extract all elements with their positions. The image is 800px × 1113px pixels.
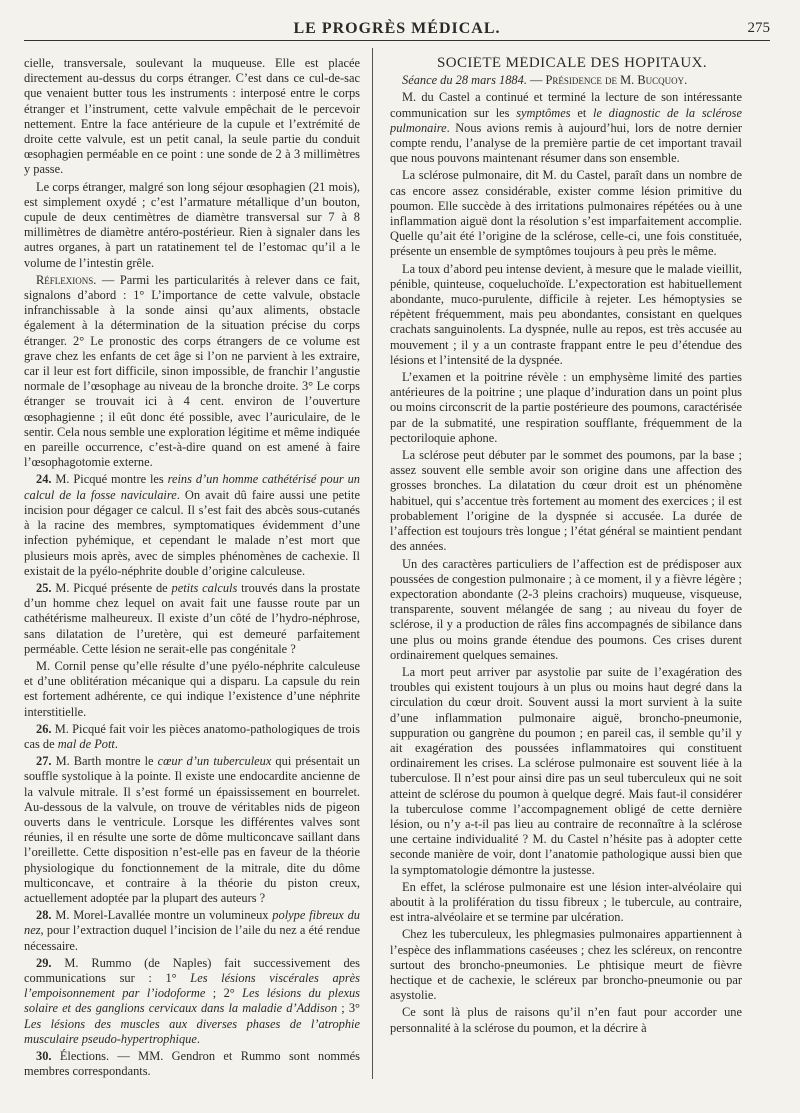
- paragraph: M. du Castel a continué et terminé la lecture de son intéressante communication sur les symptômes et le diagnostic de la sclérose pulmonaire. Nous avions remis à aujourd’hui, lors de notre dernier compte rendu, l’analyse de la première partie de cet important travail que nous pouvons maintenant résumer dans son ensemble.: [390, 90, 742, 166]
- paragraph: Un des caractères particuliers de l’affection est de prédisposer aux poussées de congestion pulmonaire ; à ce moment, il y a fièvre légère ; expectoration abondante (2-3 pleins crachoirs) muqueuse, visqueuse, transparente, souvent mélangée de sang ; au niveau du foyer de sclérose, il y a production de râles fins accompagnés de sibilance dans une plus ou moins grande étendue des poumons. Ces crises durent ordinairement quelques semaines.: [390, 556, 742, 662]
- item-30: 30. Élections. — MM. Gendron et Rummo sont nommés membres correspondants.: [24, 1049, 360, 1079]
- column-divider: [372, 48, 373, 1079]
- paragraph: M. Cornil pense qu’elle résulte d’une pyélo-néphrite calculeuse et d’une oblitération mécanique qui a disparu. La capsule du rein est fortement adhérente, ce qui indique l’existence d’une néphrite interstitielle.: [24, 658, 360, 719]
- item-26: 26. M. Picqué fait voir les pièces anatomo-pathologiques de trois cas de mal de Pott.: [24, 721, 360, 751]
- right-column: [390, 56, 742, 1079]
- paragraph: Réflexions. — Parmi les particularités à relever dans ce fait, signalons d’abord : 1° L’importance de cette valvule, obstacle infranchissable à la sonde ainsi qu’aux aliments, obstacle également à la détermination de la situation précise du corps étranger. 2° Le pronostic des corps étrangers de ce volume est grave chez les enfants de cet âge si l’on ne parvient à les extraire, car il leur est fort difficile, sinon impossible, de franchir l’angustie normale de l’œsophage au niveau de la bronche droite. 3° Le corps étranger se trouvait ici à 4 cent. environ de l’ouverture œsophagienne ; il eût donc été possible, avec l’auriculaire, de le sentir. Cela nous semble une exploration légitime et même indiquée en pareille occurrence, c’est-à-dire quand on est amené à faire l’œsophagotomie externe.: [24, 272, 360, 470]
- paragraph: Chez les tuberculeux, les phlegmasies pulmonaires appartiennent à l’espèce des inflammations caséeuses ; chez les scléreux, on rencontre surtout des broncho-pneumonies. Le phtisique meurt de fièvre hectique et de cachexie, le scléreux par broncho-pneumonie ou par asystolie.: [390, 927, 742, 1003]
- item-27: 27. M. Barth montre le cœur d’un tuberculeux qui présentait un souffle systolique à la pointe. Il existe une endocardite ancienne de la valvule mitrale. Il s’est formé un épaississement en bourrelet. Au-dessous de la valvule, on trouve de véritables nids de pigeon ouverts dans le ventricule. Lorsque les différentes valves sont réunies, il en résulte une sorte de dôme multiconcave saillant dans l’oreillette. Cette disposition n’est-elle pas en faveur de la théorie physiologique du fonctionnement de la mitrale, dite du dôme multiconcave, et contraire à la théorie du piston creux, actuellement adoptée par la plupart des auteurs ?: [24, 754, 360, 905]
- section-lead: Réflexions.: [36, 272, 97, 287]
- paragraph: La toux d’abord peu intense devient, à mesure que le malade vieillit, pénible, quinteuse, coqueluchoïde. L’expectoration est habituellement abondante, muco-purulente, difficile à rejeter. Les hémoptysies se répètent fréquemment, mais peu abondantes, consistant en quelques crachats sanguinolents. La dyspnée, nulle au repos, est très accusée au mouvement ; il y a un contraste frappant entre le peu d’étendue des lésions et l’intensité de la dyspnée.: [390, 261, 742, 367]
- page-header: [24, 18, 770, 41]
- journal-title: LE PROGRÈS MÉDICAL.: [293, 20, 501, 37]
- paragraph: La sclérose pulmonaire, dit M. du Castel, paraît dans un nombre de cas encore assez considérable, exister comme lésion primitive du poumon. Elle succède à des irritations pulmonaires répétées ou à une inflammation aiguë dont la résolution s’est imparfaitement accomplie. Quelle qu’ait été l’origine de la sclérose, celle-ci, une fois constituée, présente un ensemble de symptômes toujours à peu près le même.: [390, 168, 742, 259]
- paragraph: La mort peut arriver par asystolie par suite de l’exagération des troubles qui existent toujours à un plus ou moins haut degré dans la circulation du cœur droit. Souvent aussi la mort survient à la suite d’une inflammation pulmonaire aiguë, broncho-pneumonie, suppuration ou gangrène du poumon ; en pareil cas, il semble qu’il y ait exagération des poussées inflammatoires qui constituent ordinairement les crises. La sclérose pulmonaire est souvent liée à la tuberculose. Il n’est pour ainsi dire pas un seul tuberculeux qui ne soit atteint de sclérose du poumon à quelque degré. Mais faut-il considérer la tuberculose comme l’accompagnement obligé de cette dernière lésion, ou n’y a-t-il pas lieu au contraire de reconnaître à la sclérose une certaine individualité ? M. du Castel n’hésite pas à adopter cette seconde manière de voir, dont l’anatomie pathologique aussi bien que la symptomatologie démontre la justesse.: [390, 664, 742, 877]
- paragraph: cielle, transversale, soulevant la muqueuse. Elle est placée directement au-dessus du corps étranger. C’est dans ce cul-de-sac que venaient butter tous les instruments : interposé entre le corps étranger et l’instrument, cette valvule empêchait de le percevoir nettement. Entre la face antérieure de la cupule et l’extrémité de droite cette valvule, est un petit canal, la seule partie du conduit œsophagien perméable en ce point : une sonde de 2 à 3 millimètres y passe.: [24, 56, 360, 177]
- paragraph: L’examen et la poitrine révèle : un emphysème limité des parties antérieures de la poitrine ; une plaque d’induration dans un point plus ou moins circonscrit de la partie postérieure des poumons, caractérisée par de la submatité, une respiration soufflante, fréquemment de la pectoriloquie aphone.: [390, 370, 742, 445]
- item-25: 25. M. Picqué présente de petits calculs trouvés dans la prostate d’un homme chez lequel on avait fait une fausse route par un cathétérisme malheureux. Il existe d’un côté de l’hydro-néphrose, sans dilatation de l’uretère, qui est demeuré parfaitement perméable. Cette lésion ne serait-elle pas congénitale ?: [24, 580, 360, 656]
- session-line: Séance du 28 mars 1884. — Présidence de M. Bucquoy.: [402, 73, 688, 88]
- paragraph: Ce sont là plus de raisons qu’il n’en faut pour accorder une personnalité à la sclérose du poumon, et la décrire à: [390, 1005, 742, 1035]
- paragraph: La sclérose peut débuter par le sommet des poumons, par la base ; assez souvent elle semble avoir son origine dans une affection des grosses bronches. La dilatation du cœur droit est un phénomène habituel, qui s’accentue très fortement au moment des exercices ; il est probablement l’origine de la dyspnée si accusée. La durée de l’affection est toujours très longue ; l’état général se maintient pendant des années.: [390, 448, 742, 554]
- item-29: 29. M. Rummo (de Naples) fait successivement des communications sur : 1° Les lésions viscérales après l’empoisonnement par l’iodoforme ; 2° Les lésions du plexus solaire et des ganglions cervicaux dans la maladie d’Addison ; 3° Les lésions des muscles aux diverses phases de l’atrophie musculaire pseudo-hypertrophique.: [24, 955, 360, 1046]
- page-number: 275: [747, 20, 770, 36]
- paragraph: En effet, la sclérose pulmonaire est une lésion inter-alvéolaire qui aboutit à la prolifération du tissu fibreux ; le tubercule, au contraire, est intra-alvéolaire et se termine par ulcération.: [390, 879, 742, 925]
- item-24: 24. M. Picqué montre les reins d’un homme cathétérisé pour un calcul de la fosse naviculaire. On avait dû faire aussi une petite incision pour dégager ce calcul. Il s’est fait des abcès sous-cutanés à la racine des membres, symptomatiques évidemment d’une infection pyhémique, et cependant le malade n’est mort que plusieurs mois après, avec de simples phénomènes de cachexie. Il existait de la pyélo-néphrite double d’origine calculeuse.: [24, 472, 360, 578]
- paragraph: Le corps étranger, malgré son long séjour œsophagien (21 mois), est simplement oxydé ; c’est l’armature métallique d’un bouton, cupule de deux centimètres de diamètre transversal sur 7 à 8 millimètres de diamètre antéro-postérieur. Rien à signaler dans les autres organes, à part un ratatinement tel de l’estomac qu’il a le volume de l’intestin grêle.: [24, 179, 360, 270]
- item-28: 28. M. Morel-Lavallée montre un volumineux polype fibreux du nez, pour l’extraction duquel l’incision de l’aile du nez a été rendue nécessaire.: [24, 908, 360, 953]
- left-column: [24, 56, 360, 1079]
- section-title: SOCIÉTÉ MÉDICALE DES HOPITAUX.: [437, 56, 707, 71]
